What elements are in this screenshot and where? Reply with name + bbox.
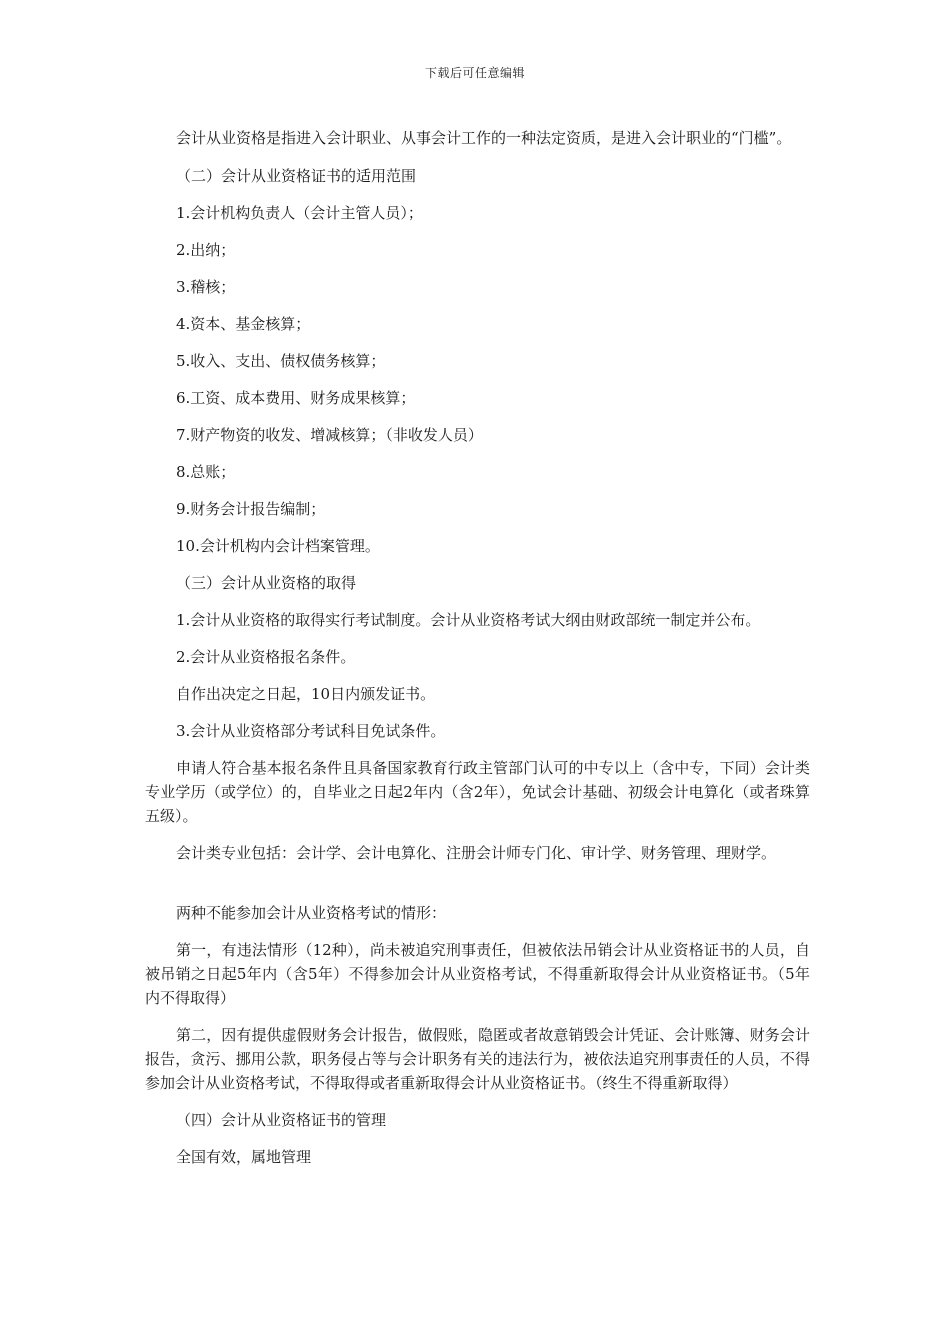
paragraph-exemption: 申请人符合基本报名条件且具备国家教育行政主管部门认可的中专以上（含中专，下同）会计类专业学历（或学位）的，自毕业之日起2年内（含2年），免试会计基础、初级会计电算化（或者珠算五级）。: [145, 759, 810, 825]
section-heading-3: （三）会计从业资格的取得: [176, 574, 357, 592]
list-item: 1.会计从业资格的取得实行考试制度。会计从业资格考试大纲由财政部统一制定并公布。: [176, 611, 761, 629]
document-body: [145, 120, 810, 1169]
list-item: 2.会计从业资格报名条件。: [176, 648, 356, 666]
list-item: 2.出纳；: [176, 241, 236, 259]
paragraph-restrictions-heading: 两种不能参加会计从业资格考试的情形：: [176, 904, 447, 922]
list-item: 10.会计机构内会计档案管理。: [176, 537, 380, 555]
list-item: 1.会计机构负责人（会计主管人员）；: [176, 204, 423, 222]
list-item: 4.资本、基金核算；: [176, 315, 311, 333]
list-item: 3.稽核；: [176, 278, 236, 296]
list-item: 9.财务会计报告编制；: [176, 500, 326, 518]
paragraph-intro: 会计从业资格是指进入会计职业、从事会计工作的一种法定资质，是进入会计职业的“门槛”。: [176, 129, 792, 147]
list-item: 3.会计从业资格部分考试科目免试条件。: [176, 722, 446, 740]
paragraph: 自作出决定之日起，10日内颁发证书。: [176, 685, 436, 703]
page-header: 下载后可任意编辑: [424, 66, 525, 80]
section-heading-4: （四）会计从业资格证书的管理: [176, 1111, 387, 1129]
paragraph-first-case: 第一，有违法情形（12种），尚未被追究刑事责任，但被依法吊销会计从业资格证书的人员，自被吊销之日起5年内（含5年）不得参加会计从业资格考试，不得重新取得会计从业资格证书。（5年内不得取得）: [145, 941, 810, 1007]
paragraph-second-case: 第二，因有提供虚假财务会计报告，做假账，隐匿或者故意销毁会计凭证、会计账簿、财务会计报告，贪污、挪用公款，职务侵占等与会计职务有关的违法行为，被依法追究刑事责任的人员，不得参加会计从业资格考试，不得取得或者重新取得会计从业资格证书。（终生不得重新取得）: [145, 1026, 810, 1092]
list-item: 8.总账；: [176, 463, 236, 481]
paragraph: 全国有效，属地管理: [176, 1148, 312, 1166]
list-item: 5.收入、支出、债权债务核算；: [176, 352, 386, 370]
list-item: 7.财产物资的收发、增减核算；（非收发人员）: [176, 426, 483, 444]
section-heading-2: （二）会计从业资格证书的适用范围: [176, 167, 417, 185]
list-item: 6.工资、成本费用、财务成果核算；: [176, 389, 416, 407]
paragraph-majors: 会计类专业包括：会计学、会计电算化、注册会计师专门化、审计学、财务管理、理财学。: [176, 844, 777, 862]
